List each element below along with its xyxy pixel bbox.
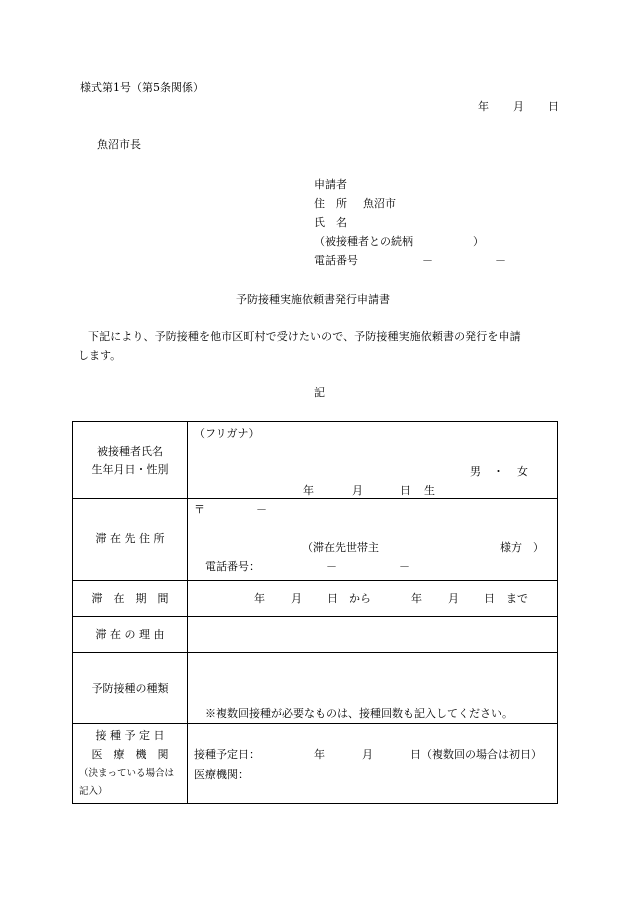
schedule-month: 月 [362, 748, 373, 761]
sex-female[interactable]: 女 [517, 465, 528, 478]
applicant-phone-label: 電話番号 [314, 254, 358, 267]
furigana-label: （フリガナ） [194, 427, 260, 440]
stay-period-label: 滞 在 期 間 [91, 592, 169, 605]
vaccine-note: ※複数回接種が必要なものは、接種回数も記入してください。 [205, 707, 513, 720]
stay-reason-label-cell [73, 617, 188, 653]
schedule-label-cell [73, 724, 188, 804]
body-line-1: 下記により、予防接種を他市区町村で受けたいので、予防接種実施依頼書の発行を申請 [88, 330, 521, 343]
vaccine-type-label: 予防接種の種類 [91, 682, 169, 695]
document-title: 予防接種実施依頼書発行申請書 [236, 293, 390, 306]
applicant-heading: 申請者 [314, 178, 347, 191]
stay-reason-label: 滞 在 の 理 由 [95, 628, 165, 641]
date-year: 年 [478, 100, 489, 113]
stay-phone-dash-1: － [326, 560, 337, 573]
schedule-note-line-2: 記入） [79, 786, 108, 797]
birth-year: 年 [303, 484, 314, 497]
institution-label: 医療機関： [194, 768, 249, 781]
stay-address-label: 滞 在 先 住 所 [95, 532, 165, 545]
birth-suffix: 生 [424, 484, 435, 497]
sex-male[interactable]: 男 [470, 465, 481, 478]
form-number: 様式第1号（第5条関係） [80, 81, 204, 94]
stay-address-value-cell[interactable] [188, 499, 558, 581]
schedule-year: 年 [314, 748, 325, 761]
period-start-year: 年 [254, 592, 265, 605]
name-birth-label-cell [73, 422, 188, 499]
stay-reason-value-cell[interactable] [188, 617, 558, 653]
schedule-institution-label: 医 療 機 関 [91, 748, 169, 761]
sex-separator: ・ [493, 465, 504, 478]
applicant-address-value: 魚沼市 [363, 197, 396, 210]
table-row [73, 422, 558, 499]
stay-period-label-cell [73, 581, 188, 617]
period-start-day: 日 [327, 592, 338, 605]
householder-label: （滞在先世帯主 [302, 541, 379, 554]
applicant-relation-close: ） [473, 235, 484, 248]
applicant-name-label: 氏 名 [314, 216, 347, 229]
table-row [73, 724, 558, 804]
applicant-phone-dash-1: － [422, 254, 433, 267]
schedule-note-line-1: （決まっている場合は [79, 768, 175, 779]
period-end-year: 年 [411, 592, 422, 605]
birth-sex-label: 生年月日・性別 [91, 463, 169, 476]
stay-address-label-cell [73, 499, 188, 581]
table-row [73, 653, 558, 724]
ki-heading: 記 [314, 386, 325, 399]
date-day: 日 [548, 100, 559, 113]
table-row [73, 581, 558, 617]
period-start-month: 月 [291, 592, 302, 605]
postal-dash: － [256, 503, 267, 516]
table-row [73, 617, 558, 653]
applicant-relation: （被接種者との続柄 [314, 235, 413, 248]
schedule-date-label-value: 接種予定日： [194, 748, 260, 761]
birth-day: 日 [400, 484, 411, 497]
postal-mark: 〒 [194, 503, 205, 516]
application-table [72, 421, 558, 804]
schedule-date-label: 接 種 予 定 日 [95, 729, 165, 742]
period-until: まで [506, 592, 528, 605]
vaccine-type-value-cell[interactable] [188, 653, 558, 724]
schedule-day: 日（複数回の場合は初日） [410, 748, 542, 761]
householder-sama: 様方 ） [500, 541, 544, 554]
period-from: から [349, 592, 371, 605]
body-line-2: します。 [78, 349, 122, 362]
stay-phone-dash-2: － [399, 560, 410, 573]
stay-period-value-cell[interactable] [188, 581, 558, 617]
applicant-address-label: 住 所 [314, 197, 347, 210]
birth-month: 月 [352, 484, 363, 497]
applicant-phone-dash-2: － [495, 254, 506, 267]
period-end-day: 日 [484, 592, 495, 605]
date-month: 月 [513, 100, 524, 113]
stay-phone-label: 電話番号： [205, 560, 260, 573]
name-birth-value-cell[interactable] [188, 422, 558, 499]
table-row [73, 499, 558, 581]
vaccine-type-label-cell [73, 653, 188, 724]
addressee: 魚沼市長 [97, 138, 141, 151]
name-label: 被接種者氏名 [97, 445, 163, 458]
period-end-month: 月 [448, 592, 459, 605]
schedule-value-cell[interactable] [188, 724, 558, 804]
